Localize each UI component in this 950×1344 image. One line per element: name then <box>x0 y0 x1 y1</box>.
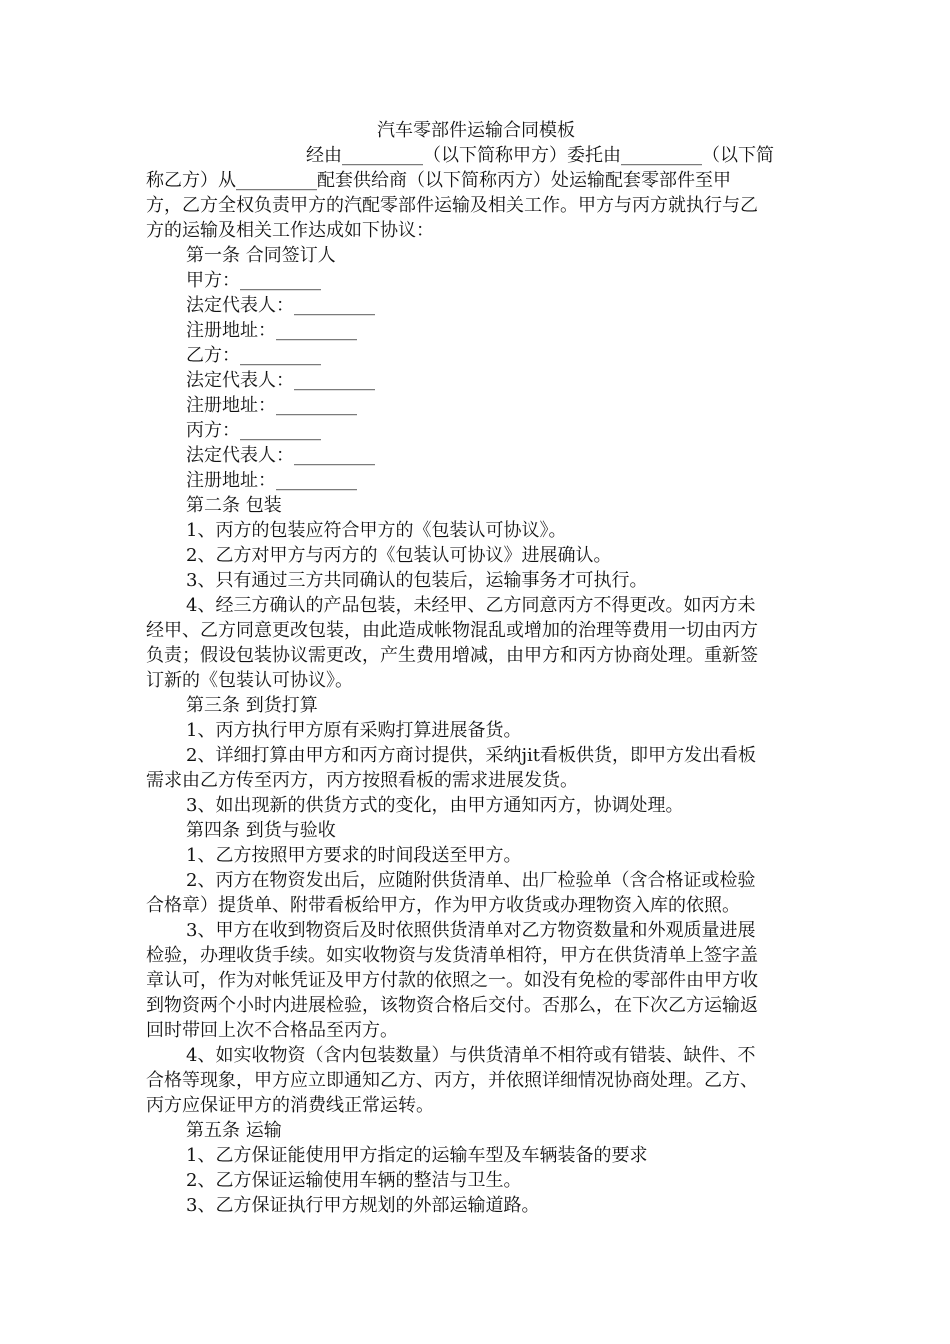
party-b-representative-field: 法定代表人：_________ <box>186 370 375 391</box>
clause-4-3-line-2: 检验，办理收货手续。如实收物资与发货清单相符，甲方在供货清单上签字盖 <box>146 945 758 966</box>
clause-3-1: 1、丙方执行甲方原有采购打算进展备货。 <box>186 720 522 741</box>
clause-5-2: 2、乙方保证运输使用车辆的整洁与卫生。 <box>186 1170 522 1191</box>
clause-3-2-line-1: 2、详细打算由甲方和丙方商讨提供，采纳jit看板供货，即甲方发出看板 <box>186 745 757 766</box>
contract-document <box>146 118 806 1218</box>
section-heading-4: 第四条 到货与验收 <box>186 820 336 841</box>
clause-4-3-line-1: 3、甲方在收到物资后及时依照供货清单对乙方物资数量和外观质量进展 <box>186 920 756 941</box>
clause-4-4-line-1: 4、如实收物资（含内包装数量）与供货清单不相符或有错装、缺件、不 <box>186 1045 756 1066</box>
section-heading-5: 第五条 运输 <box>186 1120 282 1141</box>
party-a-field: 甲方：_________ <box>186 270 321 291</box>
clause-2-4-line-1: 4、经三方确认的产品包装，未经甲、乙方同意丙方不得更改。如丙方未 <box>186 595 756 616</box>
intro-line-3: 方，乙方全权负责甲方的汽配零部件运输及相关工作。甲方与丙方就执行与乙 <box>146 195 758 216</box>
clause-4-3-line-5: 回时带回上次不合格品至丙方。 <box>146 1020 398 1041</box>
section-heading-3: 第三条 到货打算 <box>186 695 318 716</box>
party-c-address-field: 注册地址：_________ <box>186 470 357 491</box>
intro-line-1: 经由_________（以下简称甲方）委托由_________（以下简 <box>306 145 774 166</box>
clause-2-1: 1、丙方的包装应符合甲方的《包装认可协议》。 <box>186 520 567 541</box>
party-a-representative-field: 法定代表人：_________ <box>186 295 375 316</box>
intro-line-2: 称乙方）从_________配套供给商（以下简称丙方）处运输配套零部件至甲 <box>146 170 731 191</box>
clause-5-1: 1、乙方保证能使用甲方指定的运输车型及车辆装备的要求 <box>186 1145 648 1166</box>
clause-4-3-line-3: 章认可，作为对帐凭证及甲方付款的依照之一。如没有免检的零部件由甲方收 <box>146 970 758 991</box>
party-b-address-field: 注册地址：_________ <box>186 395 357 416</box>
party-b-field: 乙方：_________ <box>186 345 321 366</box>
section-heading-2: 第二条 包装 <box>186 495 282 516</box>
document-title: 汽车零部件运输合同模板 <box>377 120 575 141</box>
clause-4-4-line-3: 丙方应保证甲方的消费线正常运转。 <box>146 1095 434 1116</box>
clause-2-4-line-2: 经甲、乙方同意更改包装，由此造成帐物混乱或增加的治理等费用一切由丙方 <box>146 620 758 641</box>
clause-4-3-line-4: 到物资两个小时内进展检验，该物资合格后交付。否那么，在下次乙方运输返 <box>146 995 758 1016</box>
clause-2-4-line-3: 负责；假设包装协议需更改，产生费用增减，由甲方和丙方协商处理。重新签 <box>146 645 758 666</box>
party-c-field: 丙方：_________ <box>186 420 321 441</box>
clause-4-4-line-2: 合格等现象，甲方应立即通知乙方、丙方，并依照详细情况协商处理。乙方、 <box>146 1070 758 1091</box>
clause-4-2-line-1: 2、丙方在物资发出后，应随附供货清单、出厂检验单（含合格证或检验 <box>186 870 756 891</box>
clause-2-4-line-4: 订新的《包装认可协议》。 <box>146 670 353 691</box>
party-a-address-field: 注册地址：_________ <box>186 320 357 341</box>
clause-5-3: 3、乙方保证执行甲方规划的外部运输道路。 <box>186 1195 540 1216</box>
clause-4-2-line-2: 合格章）提货单、附带看板给甲方，作为甲方收货或办理物资入库的依照。 <box>146 895 740 916</box>
intro-line-4: 方的运输及相关工作达成如下协议： <box>146 220 434 241</box>
section-heading-1: 第一条 合同签订人 <box>186 245 336 266</box>
clause-2-2: 2、乙方对甲方与丙方的《包装认可协议》进展确认。 <box>186 545 612 566</box>
party-c-representative-field: 法定代表人：_________ <box>186 445 375 466</box>
clause-2-3: 3、只有通过三方共同确认的包装后，运输事务才可执行。 <box>186 570 648 591</box>
clause-3-3: 3、如出现新的供货方式的变化，由甲方通知丙方，协调处理。 <box>186 795 684 816</box>
clause-3-2-line-2: 需求由乙方传至丙方，丙方按照看板的需求进展发货。 <box>146 770 578 791</box>
clause-4-1: 1、乙方按照甲方要求的时间段送至甲方。 <box>186 845 522 866</box>
